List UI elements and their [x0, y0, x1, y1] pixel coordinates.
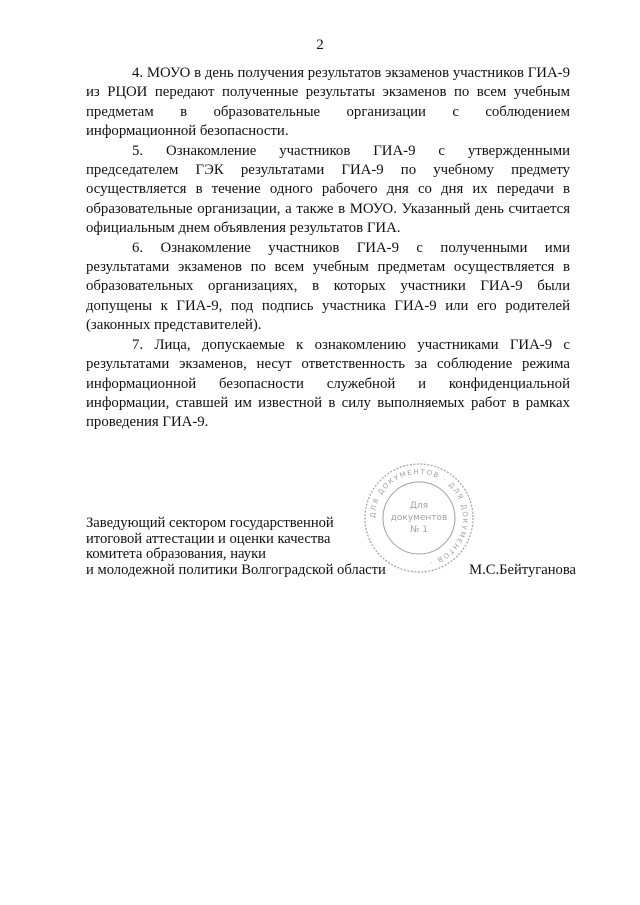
signatory-position-line: Заведующий сектором государственной	[86, 515, 334, 531]
stamp-ring-text: ДЛЯ ДОКУМЕНТОВ · ДЛЯ ДОКУМЕНТОВ ·	[368, 467, 470, 567]
body-text	[86, 64, 570, 433]
signatory-position-line: итоговой аттестации и оценки качества	[86, 530, 331, 547]
stamp-text-line-3: № 1	[410, 525, 428, 535]
paragraph-5: 5. Ознакомление участников ГИА-9 с утвержденными председателем ГЭК результатами ГИА-9 по учебному предмету осуществляется в течение одного рабочего дня со дня их передачи в образовательные организации, а также в МОУО. Указанный день считается официальным днем объявления результатов ГИА.	[86, 142, 570, 237]
paragraph-6: 6. Ознакомление участников ГИА-9 с полученными ими результатами экзаменов по всем учебным предметам осуществляется в образовательных организациях, в которых участники ГИА-9 были допущены к ГИА-9, под подпись участника ГИА-9 или его родителей (законных представителей).	[86, 239, 570, 334]
signatory-position-line: и молодежной политики Волгоградской области	[86, 561, 386, 578]
stamp-text-line-2: документов	[390, 513, 448, 523]
paragraph-7: 7. Лица, допускаемые к ознакомлению участниками ГИА-9 с результатами экзаменов, несут ответственность за соблюдение режима информационной безопасности служебной и конфиденциальной информации, ставшей им известной в силу выполняемых работ в рамках проведения ГИА-9.	[86, 336, 570, 431]
paragraph-4: 4. МОУО в день получения результатов экзаменов участников ГИА-9 из РЦОИ передают полученные результаты экзаменов по всем учебным предметам в образовательные организации с соблюдением информационной безопасности.	[86, 65, 570, 140]
signatory-position-line: комитета образования, науки	[86, 546, 266, 563]
signatory-name: М.С.Бейтуганова	[469, 561, 576, 578]
page-number: 2	[316, 37, 324, 53]
signature-block	[86, 516, 576, 578]
stamp-text-line-1: Для	[409, 501, 429, 511]
